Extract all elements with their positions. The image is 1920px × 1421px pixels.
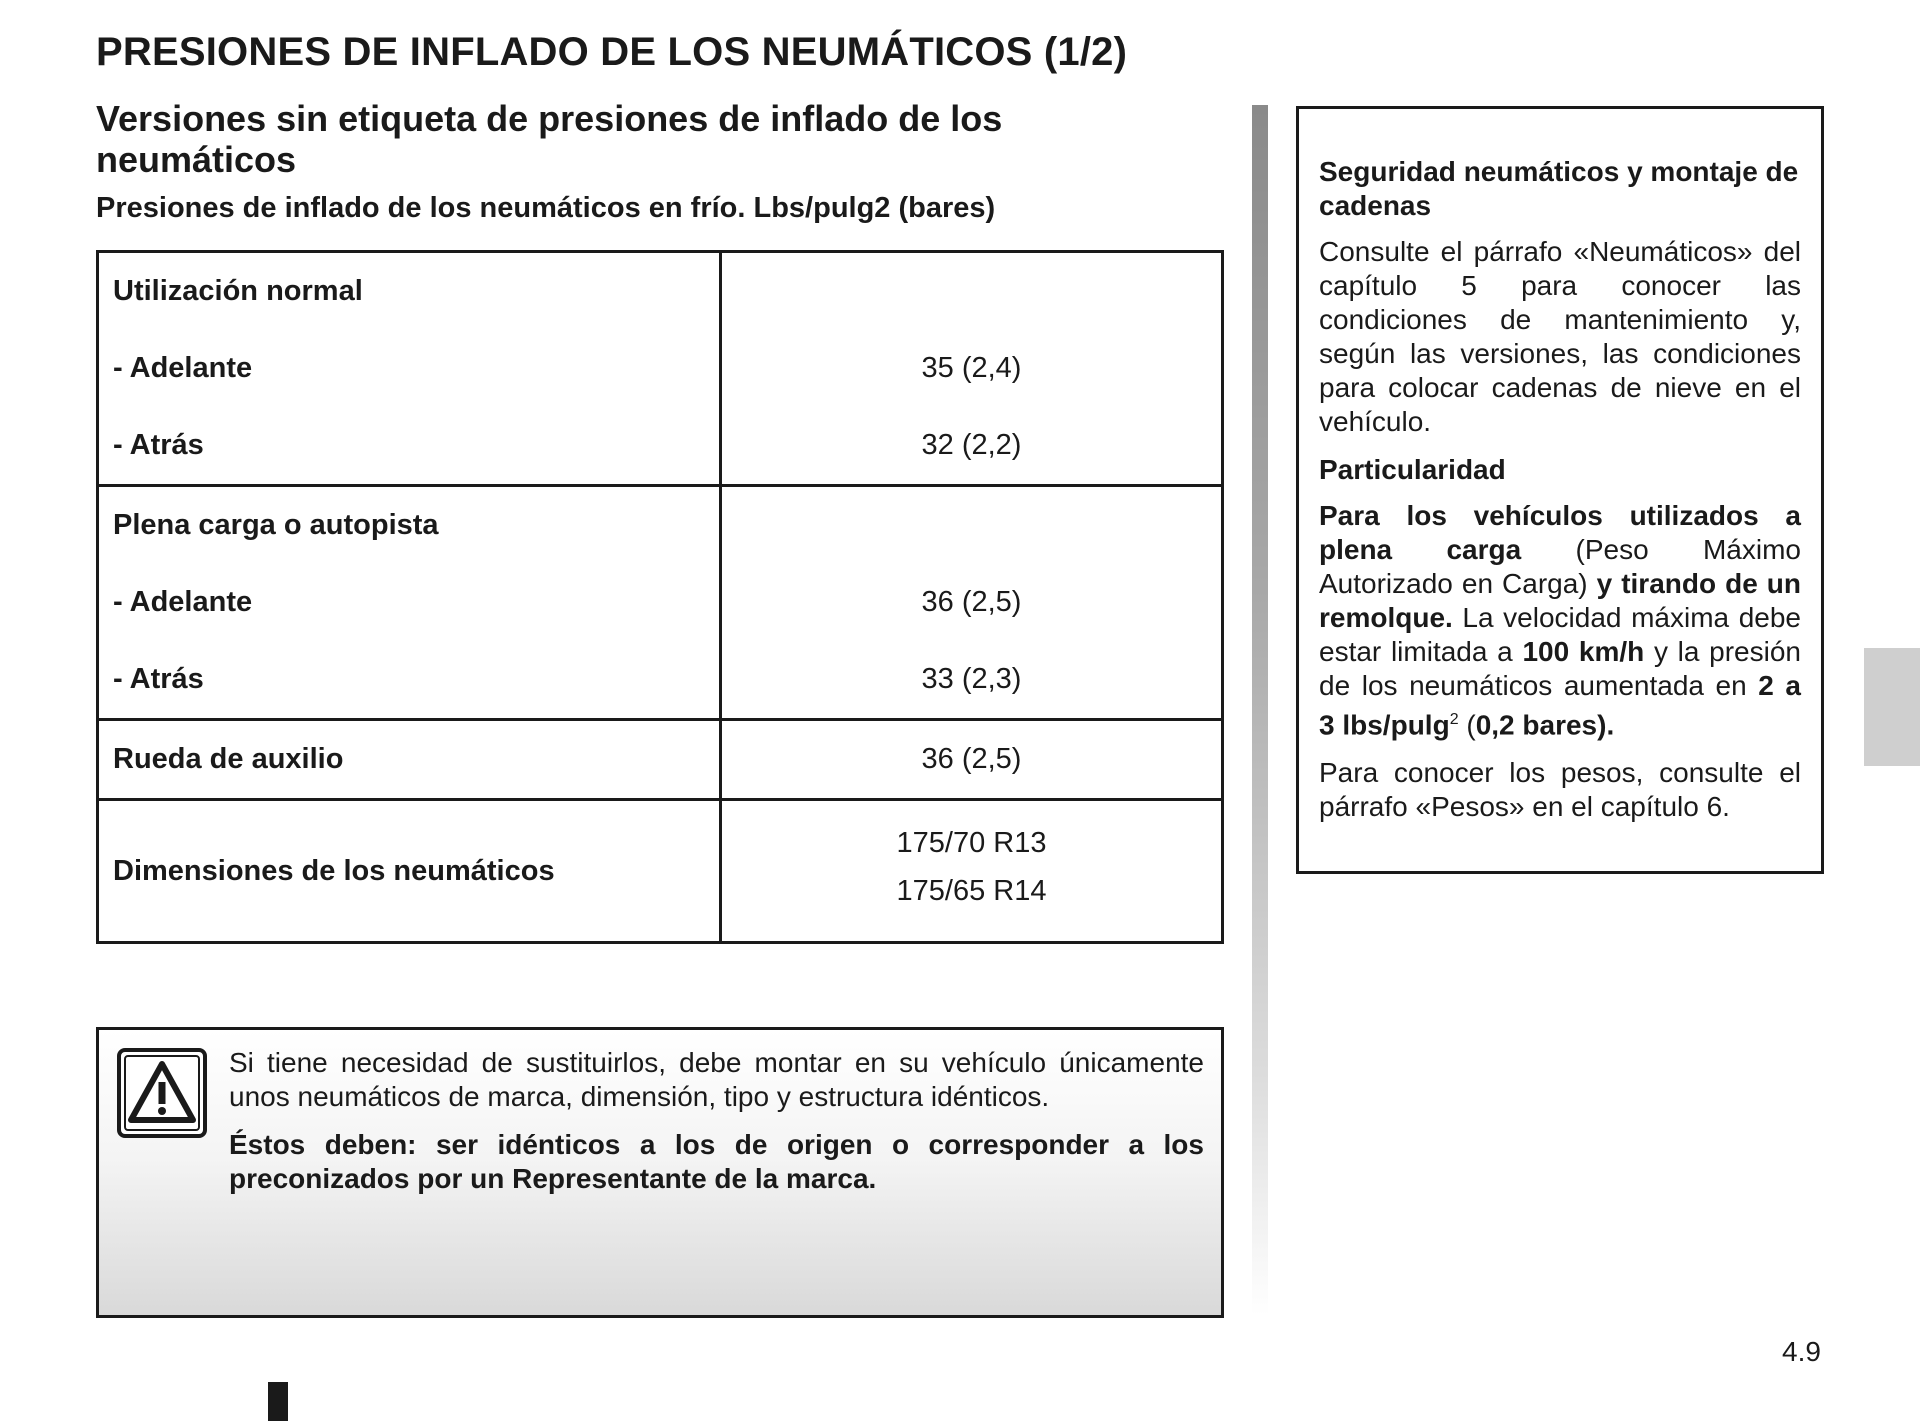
normal-front-label: - Adelante — [113, 352, 253, 384]
table-row-normal — [98, 252, 1223, 486]
column-divider — [1252, 105, 1268, 1315]
full-load-heading: Plena carga o autopista — [113, 509, 439, 541]
page-number: 4.9 — [1782, 1336, 1821, 1367]
pressure-table — [96, 250, 1224, 944]
warning-text-2: Éstos deben: ser idénticos a los de origen o corresponder a los preconizados por un Representante de la marca. — [229, 1129, 1204, 1194]
side-heading-particularity: Particularidad — [1319, 454, 1506, 485]
section-subtitle: Versiones sin etiqueta de presiones de inflado de los neumáticos — [96, 98, 1003, 180]
side-paragraph-3: Para conocer los pesos, consulte el párrafo «Pesos» en el capítulo 6. — [1319, 757, 1801, 823]
side-paragraph-1: Consulte el párrafo «Neumáticos» del capítulo 5 para conocer las condiciones de mantenimiento y, según las versiones, las condiciones para colocar cadenas de nieve en el vehículo. — [1319, 236, 1801, 437]
warning-box — [96, 1027, 1224, 1318]
spare-label: Rueda de auxilio — [113, 743, 344, 775]
full-load-front-value: 36 (2,5) — [921, 586, 1022, 618]
side-paragraph-2: Para los vehículos utilizados a plena carga (Peso Máximo Autorizado en Carga) y tirando de un remolque. La velocidad máxima debe estar limitada a 100 km/h y la presión de los neumáticos aumentada en 2 a 3 lbs/pulg$^2$ (0,2 bares). — [1319, 500, 1801, 741]
normal-heading: Utilización normal — [113, 275, 363, 307]
warning-text-1: Si tiene necesidad de sustituirlos, debe montar en su vehículo únicamente unos neumáticos de marca, dimensión, tipo y estructura idénticos. — [229, 1047, 1204, 1112]
full-load-rear-label: - Atrás — [113, 663, 204, 695]
normal-front-value: 35 (2,4) — [921, 352, 1022, 384]
side-heading-safety: Seguridad neumáticos y montaje de cadenas — [1319, 156, 1799, 221]
normal-rear-value: 32 (2,2) — [921, 429, 1022, 461]
spare-value: 36 (2,5) — [921, 743, 1022, 775]
tire-size-1: 175/70 R13 — [896, 827, 1047, 859]
dimensions-label: Dimensiones de los neumáticos — [113, 855, 555, 887]
full-load-front-label: - Adelante — [113, 586, 253, 618]
full-load-rear-value: 33 (2,3) — [921, 663, 1022, 695]
page-title: PRESIONES DE INFLADO DE LOS NEUMÁTICOS (1/2) — [96, 30, 1128, 74]
table-row-dimensions — [98, 800, 1223, 943]
tire-size-2: 175/65 R14 — [896, 875, 1047, 907]
side-info-box — [1296, 106, 1824, 874]
table-row-spare — [98, 720, 1223, 800]
table-row-full-load — [98, 486, 1223, 720]
warning-triangle-icon — [117, 1048, 207, 1138]
normal-rear-label: - Atrás — [113, 429, 204, 461]
bottom-edge-mark — [268, 1382, 288, 1421]
chapter-tab-marker — [1864, 648, 1920, 766]
table-caption: Presiones de inflado de los neumáticos en frío. Lbs/pulg2 (bares) — [96, 192, 996, 224]
